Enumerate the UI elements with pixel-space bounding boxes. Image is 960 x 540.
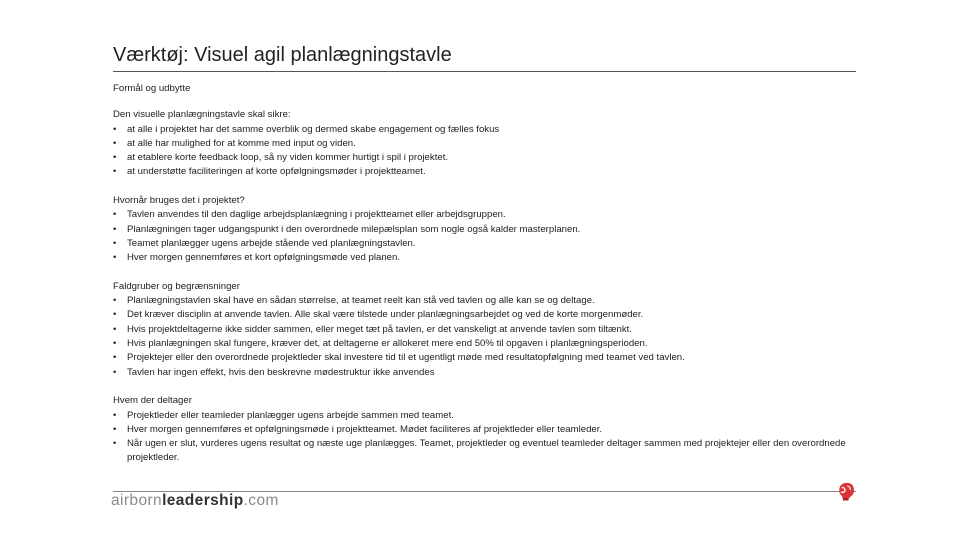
list-item [113,308,853,322]
list-item [113,237,853,251]
list-item [113,208,853,222]
bullet: • [113,438,117,450]
bullet: • [113,252,117,264]
bullet: • [113,323,117,335]
bullet: • [113,237,117,249]
list-item-text: Hvis planlægningen skal fungere, kræver det, at deltagerne er allokeret mere end 50% til opgaven i planlægningsperioden. [127,338,648,350]
list-item [113,337,853,351]
list-item-text: Teamet planlægger ugens arbejde stående ved planlægningstavlen. [127,237,416,249]
section-heading: Hvem der deltager [113,395,192,407]
list-item-text: Projektejer eller den overordnede projektleder skal investere tid til et ugentligt møde med resultatopfølgning med teamet ved tavlen. [127,352,685,364]
company-logo [111,492,279,510]
bullet: • [113,423,117,435]
purpose-heading: Formål og udbytte [113,83,191,94]
content [113,82,853,466]
boxing-glove-icon [835,481,857,503]
list-item-text: Tavlen har ingen effekt, hvis den beskrevne mødestruktur ikke anvendes [127,366,435,378]
section-sikre [113,108,853,179]
bullet: • [113,366,117,378]
list-item-text: Projektleder eller teamleder planlægger ugens arbejde sammen med teamet. [127,409,454,421]
list-item [113,323,853,337]
bullet: • [113,166,117,178]
list-item-text: Tavlen anvendes til den daglige arbejdsplanlægning i projektteamet eller arbejdsgruppen. [127,209,506,221]
list-item-text: Planlægningen tager udgangspunkt i den overordnede milepælsplan som nogle også kalder masterplanen. [127,223,581,235]
list-item [113,351,853,365]
list-item-text: at etablere korte feedback loop, så ny viden kommer hurtigt i spil i projektet. [127,152,449,164]
section-hvem [113,394,853,465]
list-item [113,123,853,137]
section-heading: Den visuelle planlægningstavle skal sikre: [113,109,291,121]
section-hvornaar [113,194,853,265]
bullet: • [113,352,117,364]
logo-text-leadership: leadership [162,492,244,509]
list-item-text: at understøtte faciliteringen af korte opfølgningsmøder i projektteamet. [127,166,426,178]
list-item [113,223,853,237]
logo-text-airborn: airborn [111,492,163,509]
list-item-text: Hver morgen gennemføres et kort opfølgningsmøde ved planen. [127,252,401,264]
bullet: • [113,223,117,235]
list-item-text: Hver morgen gennemføres et opfølgningsmøde i projektteamet. Mødet faciliteres af projektleder eller teamleder. [127,423,603,435]
bullet: • [113,295,117,307]
logo-text-domain: .com [243,492,279,509]
list-item [113,137,853,151]
section-faldgruber [113,280,853,380]
list-item [113,423,853,437]
bullet: • [113,137,117,149]
list-item [113,409,853,423]
list-item-text: at alle i projektet har det samme overblik og dermed skabe engagement og fælles fokus [127,123,500,135]
bullet: • [113,152,117,164]
section-heading: Hvornår bruges det i projektet? [113,195,245,207]
list-item-text: Det kræver disciplin at anvende tavlen. Alle skal være tilstede under planlægningsarbejdet og ved de korte morgenmøder. [127,309,644,321]
title-divider [113,71,856,72]
list-item [113,294,853,308]
bullet: • [113,309,117,321]
list-item [113,151,853,165]
list-item [113,437,853,466]
section-heading: Faldgruber og begrænsninger [113,280,240,292]
bullet: • [113,409,117,421]
list-item-text: Hvis projektdeltagerne ikke sidder sammen, eller meget tæt på tavlen, er det vanskeligt at anvende tavlen som tiltænkt. [127,323,632,335]
list-item [113,251,853,265]
page-title: Værktøj: Visuel agil planlægningstavle [113,44,452,66]
list-item-text: at alle har mulighed for at komme med input og viden. [127,137,356,149]
list-item-text: Når ugen er slut, vurderes ugens resultat og næste uge planlægges. Teamet, projektleder og eventuel teamleder deltager sammen med projektejer eller den overordnede projektleder. [127,438,846,464]
bullet: • [113,123,117,135]
bullet: • [113,338,117,350]
list-item [113,366,853,380]
bullet: • [113,209,117,221]
list-item-text: Planlægningstavlen skal have en sådan størrelse, at teamet reelt kan stå ved tavlen og alle kan se og deltage. [127,295,595,307]
list-item [113,165,853,179]
